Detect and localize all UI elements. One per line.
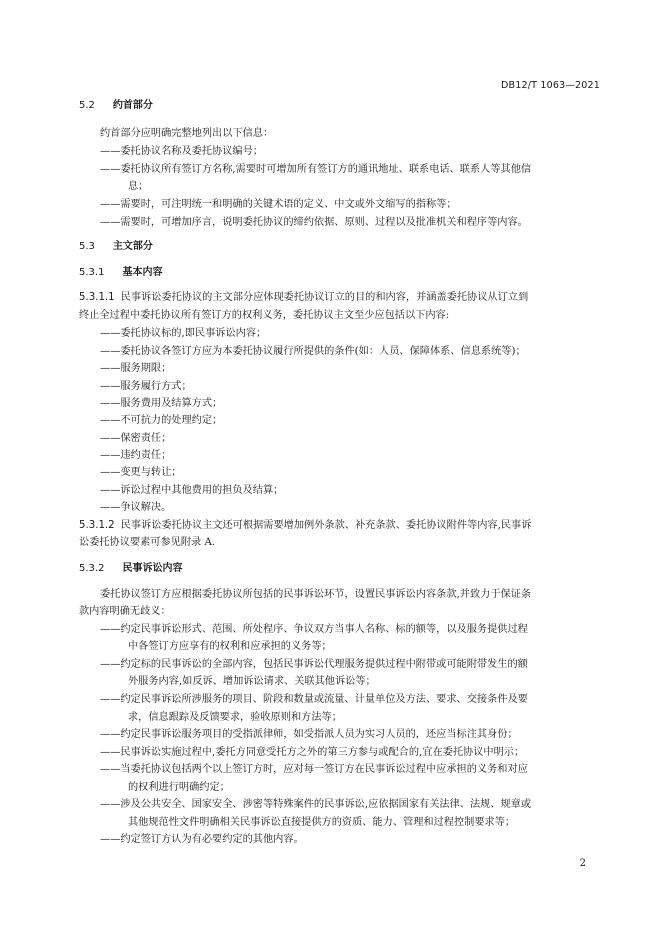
list-item: ——需要时，可注明统一和明确的关键术语的定义、中文或外文缩写的指称等； — [100, 199, 457, 210]
paragraph: 委托协议签订方应根据委托协议所包括的民事诉讼环节，设置民事诉讼内容条款,并致力于保证条 — [100, 589, 532, 600]
page-number: 2 — [579, 858, 586, 869]
list-item: ——需要时，可增加序言，说明委托协议的缔约依据、原则、过程以及批准机关和程序等内容。 — [100, 217, 528, 228]
clause-number: 5.3.1.1 — [79, 292, 115, 303]
list-item-continuation: 中各签订方应享有的权利和应承担的义务等； — [128, 641, 332, 652]
list-item: ——当委托协议包括两个以上签订方时，应对每一签订方在民事诉讼过程中应承担的义务和对应 — [100, 764, 528, 775]
list-item: ——保密责任； — [100, 433, 172, 444]
section-5-3-1-heading — [79, 266, 162, 280]
clause-text: 民事诉讼委托协议主文还可根据需要增加例外条款、补充条款、委托协议附件等内容,民事诉 — [120, 520, 532, 531]
section-number: 5.3.2 — [79, 563, 105, 574]
clause-number: 5.3.1.2 — [79, 520, 115, 531]
list-item: ——服务履行方式； — [100, 381, 192, 392]
list-item-continuation: 其他规范性文件明确相关民事诉讼直接提供方的资质、能力、管理和过程控制要求等； — [128, 817, 516, 828]
list-item: ——不可抗力的处理约定； — [100, 415, 223, 426]
clause-5-3-1-1 — [79, 291, 528, 305]
list-item: ——委托协议标的,即民事诉讼内容； — [100, 328, 267, 339]
section-title: 民事诉讼内容 — [122, 563, 183, 574]
clause-continuation: 终止全过程中委托协议所有签订方的权利义务，委托协议主文至少应包括以下内容: — [79, 310, 450, 321]
section-5-3-2-heading — [79, 562, 182, 576]
clause-5-3-1-2 — [79, 519, 531, 533]
section-title: 约首部分 — [112, 100, 153, 111]
list-item-continuation: 的权利进行明确约定； — [128, 782, 230, 793]
list-item: ——约定民事诉讼形式、范围、所处程序、争议双方当事人名称、标的额等，以及服务提供过程 — [100, 624, 528, 635]
section-5-2-heading — [79, 99, 153, 113]
list-item: ——约定民事诉讼服务项目的受指派律师，如受指派人员为实习人员的，还应当标注其身份； — [100, 729, 518, 740]
list-item: ——委托协议名称及委托协议编号； — [100, 146, 263, 157]
paragraph-continuation: 款内容明确无歧义： — [79, 606, 171, 617]
section-title: 基本内容 — [122, 267, 163, 278]
section-number: 5.2 — [79, 100, 95, 111]
paragraph: 约首部分应明确完整地列出以下信息： — [100, 128, 274, 139]
list-item: ——约定标的民事诉讼的全部内容，包括民事诉讼代理服务提供过程中附带或可能附带发生的额 — [100, 659, 528, 670]
list-item: ——委托协议各签订方应为本委托协议履行所提供的条件(如：人员、保障体系、信息系统等)； — [100, 346, 526, 357]
list-item: ——约定签订方认为有必要约定的其他内容。 — [100, 834, 304, 845]
list-item: ——涉及公共安全、国家安全、涉密等特殊案件的民事诉讼,应依据国家有关法律、法规、规章或 — [100, 799, 532, 810]
list-item: ——约定民事诉讼所涉服务的项目、阶段和数量或流量、计量单位及方法、要求、交接条件及要 — [100, 694, 528, 705]
list-item: ——诉讼过程中其他费用的担负及结算； — [100, 485, 284, 496]
list-item: ——民事诉讼实施过程中,委托方同意受托方之外的第三方参与或配合的,宜在委托协议中明示； — [100, 747, 525, 758]
list-item-continuation: 外服务内容,如反诉、增加诉讼请求、关联其他诉讼等； — [128, 676, 376, 687]
list-item: ——服务费用及结算方式； — [100, 398, 223, 409]
list-item: ——变更与转让； — [100, 467, 182, 478]
section-5-3-heading — [79, 240, 153, 254]
clause-text: 民事诉讼委托协议的主文部分应体现委托协议订立的目的和内容，并涵盖委托协议从订立到 — [120, 292, 529, 303]
section-title: 主文部分 — [112, 241, 153, 252]
list-item: ——争议解决。 — [100, 502, 172, 513]
document-code: DB12/T 1063—2021 — [501, 80, 600, 91]
list-item: ——违约责任； — [100, 450, 172, 461]
section-number: 5.3.1 — [79, 267, 105, 278]
list-item: ——服务期限； — [100, 363, 172, 374]
list-item-continuation: 息； — [128, 181, 149, 192]
list-item-continuation: 求，信息跟踪及反馈要求，验收原则和方法等； — [128, 712, 342, 723]
list-item: ——委托协议所有签订方名称,需要时可增加所有签订方的通讯地址、联系电话、联系人等其他信 — [100, 164, 532, 175]
section-number: 5.3 — [79, 241, 95, 252]
clause-continuation: 讼委托协议要素可参见附录 A. — [79, 537, 216, 548]
